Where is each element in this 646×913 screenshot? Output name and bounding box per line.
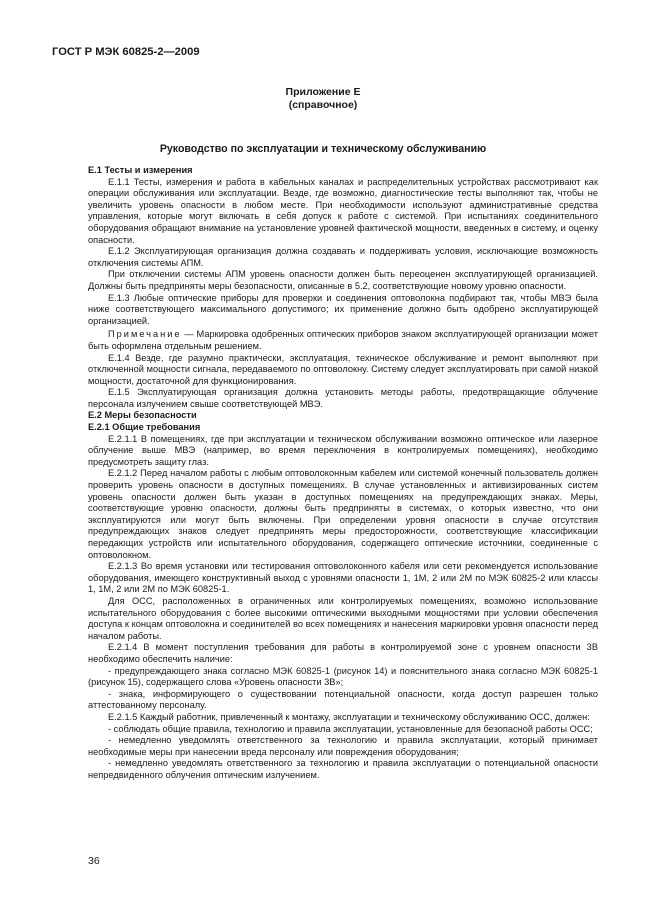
document-body <box>88 165 598 781</box>
section-heading: Е.2.1 Общие требования <box>88 422 201 433</box>
body-paragraph: Е.1.4 Везде, где разумно практически, эксплуатация, техническое обслуживание и ремонт выполняют при отключенной мощности сигнала, передаваемого по оптоволокну. Систему следует эксплуатировать при самой низкой мощности, достаточной для функционирования. <box>88 352 598 386</box>
note-label: Примечание <box>108 329 182 340</box>
standard-header: ГОСТ Р МЭК 60825-2—2009 <box>52 46 200 58</box>
note-text: — Маркировка одобренных оптических приборов знаком эксплуатирующей организации может быть оформлена отдельным решением. <box>88 329 598 351</box>
body-paragraph: Е.1.3 Любые оптические приборы для проверки и соединения оптоволокна подбирают так, чтобы МВЭ была ниже соответствующего максимального допустимого; их применение должно быть одобрено эксплуатирующей организацией. <box>88 292 598 326</box>
body-paragraph: - соблюдать общие правила, технологию и правила эксплуатации, установленные для безопасной работы ОСС; <box>108 723 593 734</box>
body-paragraph: При отключении системы АПМ уровень опасности должен быть переоценен эксплуатирующей организацией. Должны быть предприняты меры безопасности, описанные в 5.2, соответствующие новому уровню опасности. <box>88 269 598 291</box>
body-paragraph: Е.1.1 Тесты, измерения и работа в кабельных каналах и распределительных устройствах рассмотривают как операции обслуживания или эксплуатации. Везде, где возможно, диагностические тесты выполняют так, чтобы не увеличить уровень опасности в любом месте. При необходимости используют административные средства управления, которые могут включать в себя допуск к работе с системой. При испытаниях соединительного оборудования обращают внимание на установление уровней фактической мощности, введенных в систему, и оценку опасности. <box>88 176 598 245</box>
body-paragraph: Е.1.5 Эксплуатирующая организация должна установить методы работы, предотвращающие облучение персонала излучением свыше соответствующей МВЭ. <box>88 387 598 409</box>
body-paragraph: Е.2.1.2 Перед началом работы с любым оптоволоконным кабелем или системой конечный пользователь должен проверить уровень опасности в доступных помещениях. В случае установленных и активизированных систем уровень опасности должен быть указан в доступных помещениях на предупреждающих знаках. Меры, соответствующие уровню опасности, должны быть предприняты в системах, о которых известно, что они эксплуатируются или могут быть включены. При определении уровня опасности в случае отсутствия предупреждающих знаков следует предпринять меры предосторожности, соответствующие классификации передающих устройств или испытательного оборудования, содержащего оптические источники, соединенные с оптоволокном. <box>88 468 598 560</box>
body-paragraph: - предупреждающего знака согласно МЭК 60825-1 (рисунок 14) и пояснительного знака согласно МЭК 60825-1 (рисунок 15), содержащего слова «Уровень опасности 3В»; <box>88 665 598 688</box>
body-paragraph: Е.2.1.1 В помещениях, где при эксплуатации и техническом обслуживании возможно оптическое или лазерное облучение выше МВЭ (например, во время переключения в контролируемых помещениях), необходимо предусмотреть защиту глаз. <box>88 433 598 467</box>
section-heading: Е.2 Меры безопасности <box>88 410 197 421</box>
body-paragraph: Е.2.1.4 В момент поступления требования для работы в контролируемой зоне с уровнем опасности 3В необходимо обеспечить наличие: <box>88 642 598 664</box>
body-paragraph: - знака, информирующего о существовании потенциальной опасности, когда доступ разрешен только аттестованному персоналу. <box>88 688 598 711</box>
annex-type: (справочное) <box>288 99 358 111</box>
body-paragraph: - немедленно уведомлять ответственного за технологию и правила эксплуатации, который принимает необходимые меры при нанесении вреда персоналу или повреждения оборудования; <box>88 735 598 757</box>
body-paragraph: - немедленно уведомлять ответственного за технологию и правила эксплуатации о потенциальной опасности непредвиденного облучения оптическим излучением. <box>88 758 598 780</box>
body-paragraph: Е.1.2 Эксплуатирующая организация должна создавать и поддерживать условия, исключающие возможность отключения системы АПМ. <box>88 246 598 268</box>
body-paragraph: Е.2.1.3 Во время установки или тестирования оптоволоконного кабеля или сети рекомендуется использование оборудования, имеющего конструктивный выход с уровнями опасности 1, 1М, 2 или 2М по МЭК 60825-2 или классы 1, 1М, 2 или 2М по МЭК 60825-1. <box>88 561 598 595</box>
page-number: 36 <box>88 855 100 867</box>
section-heading: Е.1 Тесты и измерения <box>88 165 193 175</box>
note-paragraph <box>88 329 598 352</box>
annex-label: Приложение Е <box>285 86 361 98</box>
body-paragraph: Е.2.1.5 Каждый работник, привлеченный к монтажу, эксплуатации и техническому обслуживанию ОСС, должен: <box>108 711 590 722</box>
section-title: Руководство по эксплуатации и техническому обслуживанию <box>159 143 487 155</box>
body-paragraph: Для ОСС, расположенных в ограниченных или контролируемых помещениях, возможно использование испытательного оборудования с более высокими оптическими выходными мощностями при условии обеспечения доступа к концам оптоволокна и соединителей во всех помещениях и нанесения маркировки уровня опасности перед началом работы. <box>88 595 598 641</box>
